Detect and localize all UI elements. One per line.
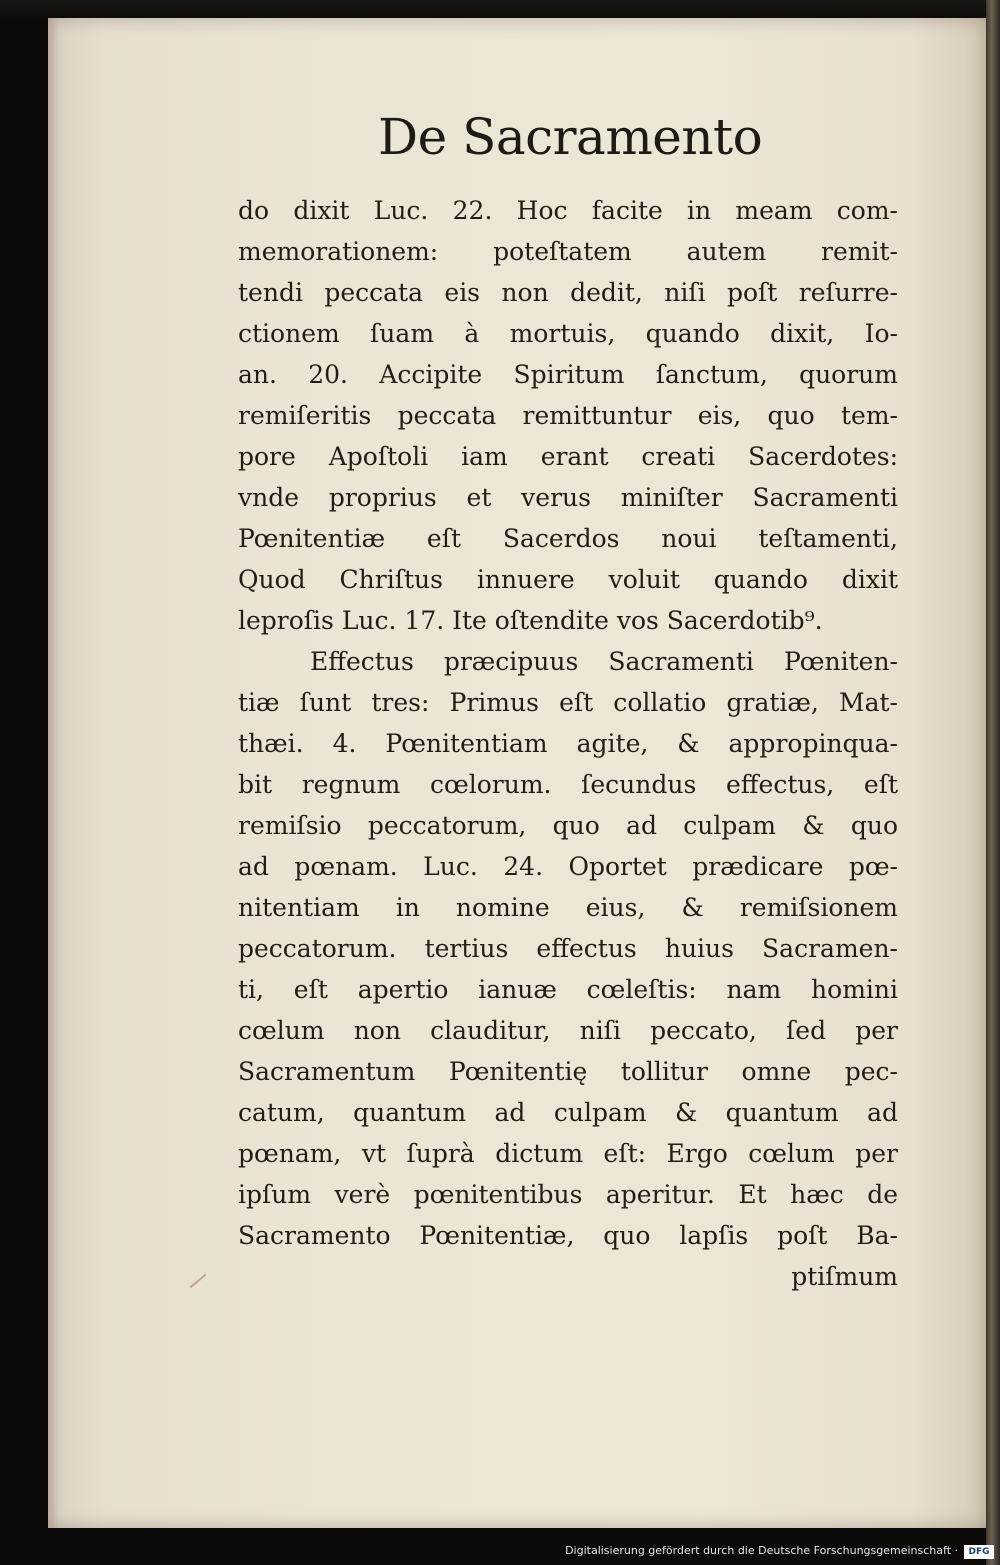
ink-mark: [190, 1274, 207, 1288]
text-line: pore Apoſtoli iam erant creati Sacerdotes:: [238, 442, 898, 471]
text-line: Pœnitentiæ eſt Sacerdos noui teſtamenti,: [238, 524, 898, 553]
text-line: thæi. 4. Pœnitentiam agite, & appropinqua-: [238, 729, 898, 758]
text-line: remiſsio peccatorum, quo ad culpam & quo: [238, 811, 898, 840]
text-line: ti, eſt apertio ianuæ cœleſtis: nam homini: [238, 975, 898, 1004]
text-line: leproſis Luc. 17. Ite oſtendite vos Sacerdotib⁹.: [238, 606, 823, 635]
text-line: remiſeritis peccata remittuntur eis, quo tem-: [238, 401, 898, 430]
text-line: ad pœnam. Luc. 24. Oportet prædicare pœ-: [238, 852, 898, 881]
catchword: ptiſmum: [791, 1262, 898, 1291]
page-title: De Sacramento: [378, 108, 763, 166]
dfg-logo: DFG: [964, 1545, 994, 1559]
text-line: Effectus præcipuus Sacramenti Pœniten-: [310, 647, 898, 676]
text-line: pœnam, vt ſuprà dictum eſt: Ergo cœlum per: [238, 1139, 898, 1168]
text-line: vnde proprius et verus miniſter Sacramenti: [238, 483, 898, 512]
text-line: catum, quantum ad culpam & quantum ad: [238, 1098, 898, 1127]
scan-background-top: [0, 0, 1000, 20]
text-line: an. 20. Accipite Spiritum ſanctum, quorum: [238, 360, 898, 389]
text-line: Sacramento Pœnitentiæ, quo lapſis poſt Ba-: [238, 1221, 898, 1250]
text-line: ctionem ſuam à mortuis, quando dixit, Io-: [238, 319, 898, 348]
text-line: Quod Chriſtus innuere voluit quando dixit: [238, 565, 898, 594]
text-line: do dixit Luc. 22. Hoc facite in meam com-: [238, 196, 898, 225]
text-line: nitentiam in nomine eius, & remiſsionem: [238, 893, 898, 922]
body-text: [238, 190, 898, 1297]
digitization-credit: Digitalisierung gefördert durch die Deutsche Forschungsgemeinschaft ·: [565, 1544, 958, 1557]
text-line: tiæ ſunt tres: Primus eſt collatio gratiæ, Mat-: [238, 688, 898, 717]
text-line: peccatorum. tertius effectus huius Sacramen-: [238, 934, 898, 963]
text-line: ipſum verè pœnitentibus aperitur. Et hæc de: [238, 1180, 898, 1209]
text-line: cœlum non clauditur, niſi peccato, ſed per: [238, 1016, 898, 1045]
text-line: bit regnum cœlorum. ſecundus effectus, eſt: [238, 770, 898, 799]
book-page: [48, 18, 986, 1528]
text-line: memorationem: poteſtatem autem remit-: [238, 237, 898, 266]
text-line: tendi peccata eis non dedit, niſi poſt reſurre-: [238, 278, 898, 307]
text-line: Sacramentum Pœnitentię tollitur omne pec-: [238, 1057, 898, 1086]
adjacent-page-edge: [986, 0, 1000, 1565]
